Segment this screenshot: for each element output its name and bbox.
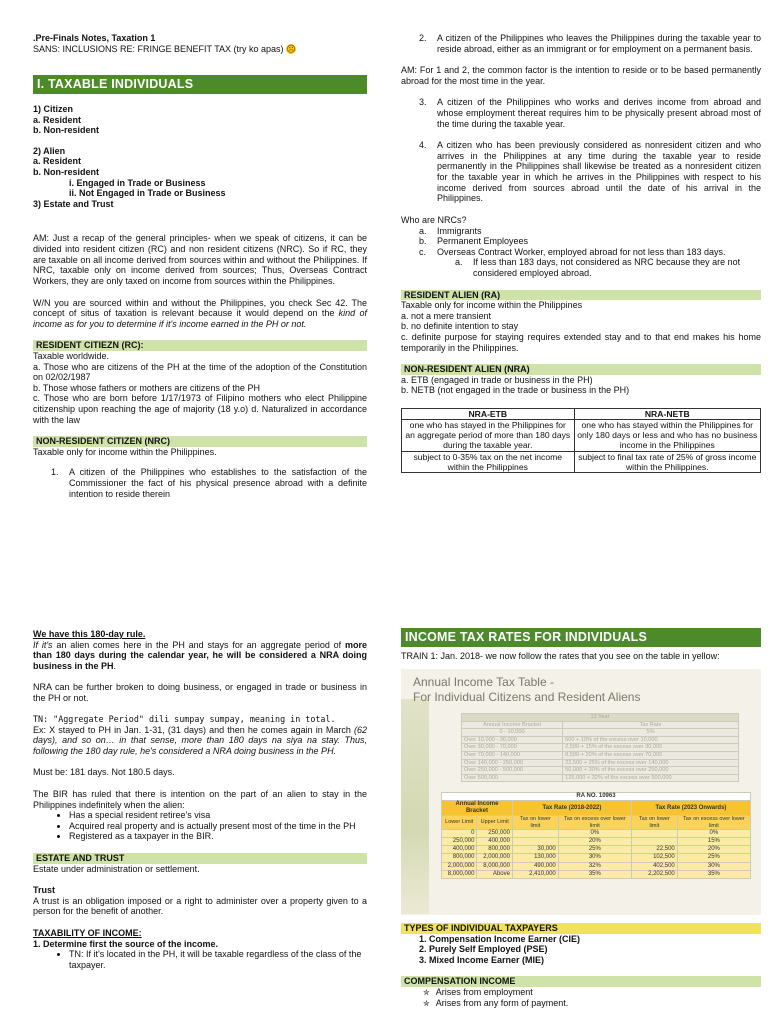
list-item: b. Permanent Employees bbox=[419, 236, 529, 247]
nrc-item-4: 4. A citizen who has been previously considered as nonresident citizen and who arrives in the Philippines at any time during the taxable year to reside permanently in the Philippines shall likewise be treated as a nonresident citizen for the taxable year in which he arrives in the Philippines with respect to his income derived from sources abroad until the date of his arrival in the Philippines. bbox=[419, 140, 761, 204]
table-header: NRA-NETB bbox=[574, 409, 760, 420]
new-tax-table: RA NO. 10963 Annual Income Bracket Tax Rate (2018-2022) Tax Rate (2023 Onwards) Lower Limit Upper Limit Tax on lower limit Tax on excess over lower limit Tax on lower limit Tax on excess over lower limit 0 250,000 0% 0% 250,000 400,000 20% 15% 400,000 800,000 30,000 25% 22,500 20% 800,000 2,000,000 130,000 30% 102,500 25% 2,000,000 8,000,000 490,000 32% 402,500 30% 8,000,000 Above 2,410,000 35% 2,202,500 35% bbox=[441, 792, 751, 879]
table-row: 0 250,000 0% 0% bbox=[442, 830, 751, 838]
example-paragraph: Ex: X stayed to PH in Jan. 1-31, (31 days) and then he comes again in March (62 days), and so on… in that sense, more than 180 days na siya na stay. Thus, following the 180 day rule, he's considered a NRA doing business in the PH. bbox=[33, 724, 367, 756]
sad-face-icon: ☹ bbox=[286, 43, 296, 54]
bir-paragraph: The BIR has ruled that there is intention on the part of an alien to stay in the Philippines indefinitely when the alien: bbox=[33, 789, 367, 810]
rc-list: Taxable worldwide. a. Those who are citizens of the PH at the time of the adoption of the Constitution on 02/02/1987 b. Those whose fathers or mothers are citizens of the PH c. Those who are born before 1/17/1973 of Filipino mothers who elect Philippine citizenship upon reaching the age of majority (18 y.o) d. Naturalized in accordance with the law bbox=[33, 350, 367, 425]
nra-comparison-table bbox=[401, 408, 761, 473]
nra-broken-paragraph: NRA can be further broken to doing business, or engaged in trade or business in the PH or not. bbox=[33, 682, 367, 704]
must-be-line: Must be: 181 days. Not 180.5 days. bbox=[33, 767, 175, 778]
tax-table-image bbox=[401, 669, 761, 915]
trust-line: A trust is an obligation imposed or a right to administer over a property given to a person for the benefit of another. bbox=[33, 895, 367, 917]
table-row: 2,000,000 8,000,000 490,000 32% 402,500 30% bbox=[442, 862, 751, 870]
right-column: 2. A citizen of the Philippines who leaves the Philippines during the taxable year to reside abroad, either as an immigrant or for employment on a permanent basis. AM: For 1 and 2, the common factor is the intention to reside or to be based permanently abroad for the most time in the year. 3. A citizen of the Philippines who works and derives income from abroad and whose employment thereat requires him to be physically present abroad most of the time during the taxable year. 4. A citizen who has been previously considered as nonresident citizen and who arrives in the Philippines at any time during the taxable year to reside permanently in the Philippines shall likewise be treated as a nonresident citizen for the taxable year in which he arrives in the Philippines with respect to his income derived from sources abroad until the date of his arrival in the Philippines. Who are NRCs? a. Immigrants b. Permanent Employees c. Overseas Contract Worker, employed abroad for not less than 183 days. a. If less than 183 days, not considered as NRC because they are not considered employed abroad. RESIDENT ALIEN (RA) Taxable only for income within the Philippines a. not a mere transient b. no definite intention to stay c. definite purpose for staying requires extended stay and to that end makes his home temporarily in the Philippines. NON-RESIDENT ALIEN (NRA) a. ETB (engaged in trade or business in the PH) b. NETB (not engaged in the trade or business in the PH) NRA-ETB NRA-NETB one who has stayed in the Philippines for an aggregate period of more than 180 days during the taxable year. one who has stayed within the Philippines for only 180 days or less and who has no business income in the Philippines subject to 0-35% tax on the net income within the Philippines subject to final tax rate of 25% of gross income within the Philippines. bbox=[401, 33, 761, 472]
list-item: 3. Mixed Income Earner (MIE) bbox=[419, 954, 545, 965]
table-row: 8,000,000 Above 2,410,000 35% 2,202,500 35% bbox=[442, 870, 751, 878]
old-tax-table: 12 Year Annual Income Bracket Tax Rate 0 - 10,000 5% Over 10,000 - 30,000 500 + 10% of the excess over 10,000 Over 30,000 - 70,000 2,500 + 15% of the excess over 30,000 Over 70,000 - 140,000 8,500 + 20% of the excess over 70,000 Over 140,000 - 250,000 22,500 + 25% of the excess over 140,000 Over 250,000 - 500,000 50,000 + 30% of the excess over 250,000 Over 500,000 125,000 + 32% of the excess over 500,000 bbox=[461, 713, 739, 782]
compensation-list bbox=[401, 987, 761, 1008]
table-row: Over 30,000 - 70,000 2,500 + 15% of the excess over 30,000 bbox=[462, 744, 739, 752]
nrc-item-3: 3. A citizen of the Philippines who works and derives income from abroad and whose employment thereat requires him to be physically present abroad most of the time during the taxable year. bbox=[419, 97, 761, 129]
table-row: one who has stayed in the Philippines for an aggregate period of more than 180 days during the taxable year. one who has stayed within the Philippines for only 180 days or less and who has no business income in the Philippines bbox=[402, 420, 761, 451]
taxability-bullets bbox=[33, 949, 367, 970]
left-column-page2 bbox=[33, 629, 367, 971]
right-column-bottom bbox=[401, 923, 761, 1008]
ra-heading: RESIDENT ALIEN (RA) bbox=[401, 290, 761, 301]
types-heading: TYPES OF INDIVIDUAL TAXPAYERS bbox=[401, 923, 761, 934]
list-item: • TN: If it's located in the PH, it will be taxable regardless of the class of the taxpayer. bbox=[69, 949, 367, 970]
rule-title: We have this 180-day rule. bbox=[33, 629, 146, 639]
train-paragraph: TRAIN 1: Jan. 2018- we now follow the rates that you see on the table in yellow: bbox=[401, 650, 720, 661]
nra-heading: NON-RESIDENT ALIEN (NRA) bbox=[401, 364, 761, 375]
doc-header-title: .Pre-Finals Notes, Taxation 1 bbox=[33, 33, 156, 43]
alien-list: 2) Alien a. Resident b. Non-resident i. Engaged in Trade or Business ii. Not Engaged in Trade or Business 3) Estate and Trust bbox=[33, 145, 226, 209]
nrc-item-1: 1. A citizen of the Philippines who establishes to the satisfaction of the Commissioner the fact of his physical presence abroad with a definite intention to reside therein bbox=[51, 467, 367, 499]
ra-list: Taxable only for income within the Philippines a. not a mere transient b. no definite intention to stay c. definite purpose for staying requires extended stay and to that end makes his home temporarily in the Philippines. bbox=[401, 300, 761, 353]
table-row: 0 - 10,000 5% bbox=[462, 729, 739, 737]
right-column-page2 bbox=[401, 628, 761, 661]
compensation-heading: COMPENSATION INCOME bbox=[401, 976, 761, 987]
estate-line: Estate under administration or settlement. bbox=[33, 863, 200, 874]
table-row: Over 70,000 - 140,000 8,500 + 20% of the excess over 70,000 bbox=[462, 751, 739, 759]
table-row: Over 10,000 - 30,000 500 + 10% of the excess over 10,000 bbox=[462, 736, 739, 744]
list-item: • Registered as a taxpayer in the BIR. bbox=[69, 831, 367, 842]
list-item: ✮ Arises from any form of payment. bbox=[437, 998, 761, 1009]
rc-heading: RESIDENT CITIEZN (RC): bbox=[33, 340, 367, 351]
list-item: 2. Purely Self Employed (PSE) bbox=[419, 944, 548, 955]
table-row: Annual Income Bracket Tax Rate (2018-2022) Tax Rate (2023 Onwards) bbox=[442, 801, 751, 816]
table-row: 250,000 400,000 20% 15% bbox=[442, 838, 751, 846]
nrcs-question: Who are NRCs? bbox=[401, 214, 467, 225]
table-header: NRA-ETB bbox=[402, 409, 575, 420]
leaf-decoration bbox=[401, 699, 429, 914]
table-row: Annual Income Bracket Tax Rate bbox=[462, 721, 739, 729]
wn-paragraph: W/N you are sourced within and without the Philippines, you check Sec 42. The concept of situs of taxation is relevant because it would depend on the kind of income as for you to determine if it's income earned in the PH or not. bbox=[33, 297, 367, 329]
citizen-list: 1) Citizen a. Resident b. Non-resident bbox=[33, 103, 100, 136]
bir-bullets bbox=[33, 810, 367, 842]
doc-header-subtitle: SANS: INCLUSIONS RE: FRINGE BENEFIT TAX (try ko apas) ☹ bbox=[33, 43, 296, 54]
list-item: • Acquired real property and is actually present most of the time in the PH bbox=[69, 821, 367, 832]
taxability-heading: TAXABILITY OF INCOME: bbox=[33, 928, 142, 939]
list-item: • Has a special resident retiree's visa bbox=[69, 810, 367, 821]
left-column bbox=[33, 33, 367, 499]
table-row: 800,000 2,000,000 130,000 30% 102,500 25% bbox=[442, 854, 751, 862]
types-list bbox=[401, 934, 761, 966]
trust-heading: Trust bbox=[33, 885, 56, 896]
table-row: 400,000 800,000 30,000 25% 22,500 20% bbox=[442, 846, 751, 854]
estate-heading: ESTATE AND TRUST bbox=[33, 853, 367, 864]
rule-paragraph: If it's an alien comes here in the PH and stays for an aggregate period of more than 180 days during the calendar year, he will be considered a NRA doing business in the PH. bbox=[33, 639, 367, 671]
table-row: Over 500,000 125,000 + 32% of the excess over 500,000 bbox=[462, 774, 739, 782]
table-row: Over 140,000 - 250,000 22,500 + 25% of the excess over 140,000 bbox=[462, 759, 739, 767]
nrc-item-2: 2. A citizen of the Philippines who leaves the Philippines during the taxable year to reside abroad, either as an immigrant or for employment on a permanent basis. bbox=[419, 33, 761, 54]
section-title-taxable-individuals: I. TAXABLE INDIVIDUALS bbox=[33, 75, 367, 94]
nrcs-list bbox=[401, 226, 761, 279]
tn-line: TN: "Aggregate Period" dili sumpay sumpay, meaning in total. bbox=[33, 713, 336, 724]
tax-image-title: Annual Income Tax Table - For Individual Citizens and Resident Aliens bbox=[413, 675, 641, 704]
nrc-heading: NON-RESIDENT CITIZEN (NRC) bbox=[33, 436, 367, 447]
list-item: ✮ Arises from employment bbox=[437, 987, 761, 998]
am2-paragraph: AM: For 1 and 2, the common factor is the intention to reside or to be based permanently abroad for the most time in the year. bbox=[401, 65, 761, 86]
taxability-step-1: 1. Determine first the source of the income. bbox=[33, 938, 219, 949]
nrc-intro: Taxable only for income within the Philippines. bbox=[33, 446, 217, 457]
list-item: a. If less than 183 days, not considered as NRC because they are not considered employed abroad. bbox=[455, 257, 741, 278]
am-paragraph: AM: Just a recap of the general principles- when we speak of citizens, it can be divided into resident citizen (RC) and non resident citizens (NRC). So if RC, they are taxable on all income derived from sources within and without the Philippines. If NRC, taxable only on income derived from sources; Thus, Overseas Contract Workers, they are only taxed on income from sources within the Philippines. bbox=[33, 233, 367, 286]
list-item: 1. Compensation Income Earner (CIE) bbox=[419, 933, 581, 944]
section-title-income-tax-rates: INCOME TAX RATES FOR INDIVIDUALS bbox=[401, 628, 761, 647]
list-item: a. Immigrants bbox=[419, 225, 482, 236]
list-item: c. Overseas Contract Worker, employed abroad for not less than 183 days. bbox=[419, 246, 726, 257]
table-row: Over 250,000 - 500,000 50,000 + 30% of the excess over 250,000 bbox=[462, 767, 739, 775]
table-row: subject to 0-35% tax on the net income within the Philippines subject to final tax rate of 25% of gross income within the Philippines. bbox=[402, 451, 761, 472]
table-row: Lower Limit Upper Limit Tax on lower limit Tax on excess over lower limit Tax on lower limit Tax on excess over lower limit bbox=[442, 816, 751, 830]
